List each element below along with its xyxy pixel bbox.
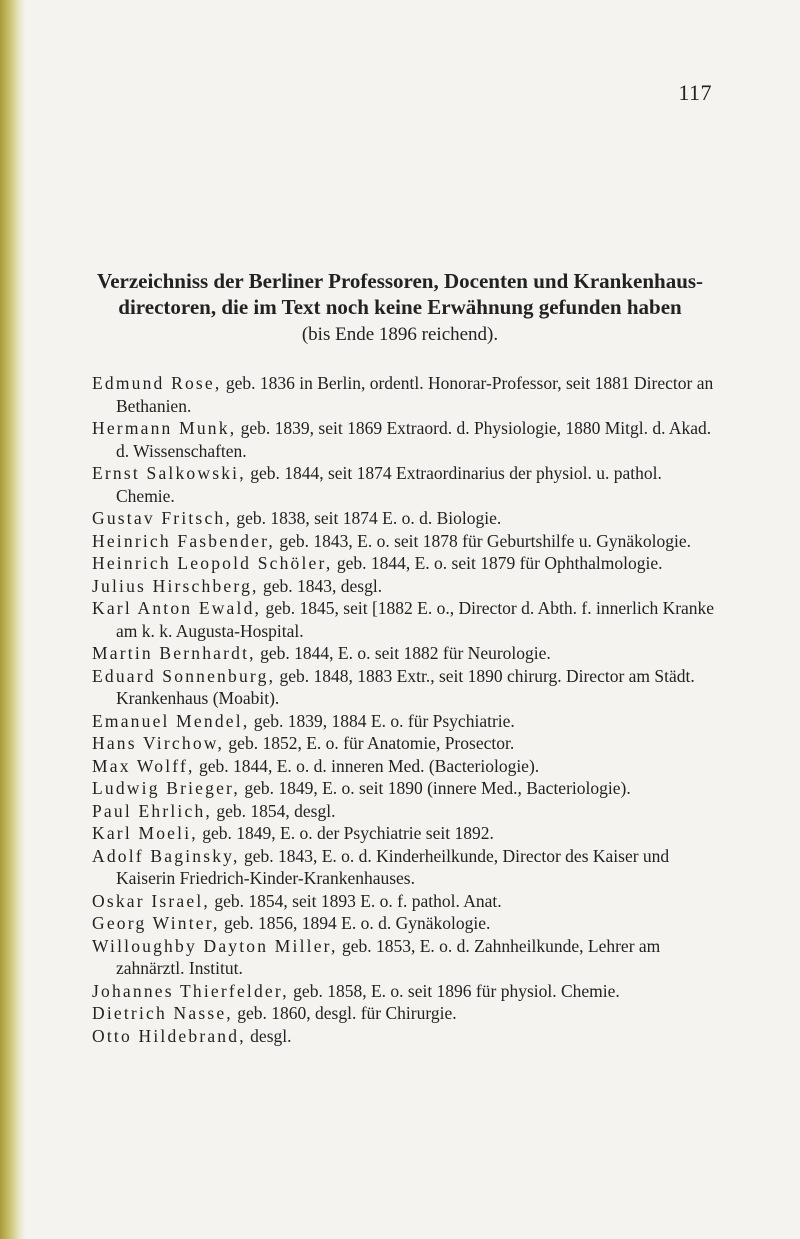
person-name: Heinrich Leopold Schöler, bbox=[92, 553, 333, 573]
person-details: geb. 1849, E. o. der Psychiatrie seit 1892. bbox=[197, 823, 494, 843]
person-details: geb. 1843, E. o. seit 1878 für Geburtshilfe u. Gynäkologie. bbox=[275, 530, 692, 551]
list-item bbox=[92, 507, 718, 530]
list-item bbox=[92, 710, 718, 733]
person-name: Martin Bernhardt, bbox=[92, 643, 256, 663]
person-details: geb. 1844, E. o. d. inneren Med. (Bacteriologie). bbox=[194, 755, 540, 776]
person-details: geb. 1843, E. o. d. Kinderheilkunde, Director des Kaiser und Kaiserin Friedrich-Kinder-Krankenhauses. bbox=[116, 845, 670, 888]
person-name: Max Wolff, bbox=[92, 755, 195, 776]
list-item bbox=[92, 552, 718, 575]
person-name: Georg Winter, bbox=[92, 913, 220, 933]
person-details: desgl. bbox=[245, 1025, 292, 1046]
person-details: geb. 1852, E. o. für Anatomie, Prosector. bbox=[224, 733, 515, 753]
person-name: Karl Anton Ewald, bbox=[92, 598, 262, 618]
person-name: Oskar Israel, bbox=[92, 890, 211, 911]
person-details: geb. 1853, E. o. d. Zahnheilkunde, Lehrer am zahnärztl. Institut. bbox=[116, 935, 661, 978]
page-edge bbox=[0, 0, 26, 1239]
list-item bbox=[92, 642, 718, 665]
list-item bbox=[92, 845, 718, 890]
list-item bbox=[92, 372, 718, 417]
person-details: geb. 1838, seit 1874 E. o. d. Biologie. bbox=[231, 508, 502, 528]
list-item bbox=[92, 575, 718, 598]
list-item bbox=[92, 1025, 718, 1048]
person-name: Heinrich Fasbender, bbox=[92, 530, 275, 551]
list-item bbox=[92, 935, 718, 980]
person-details: geb. 1844, E. o. seit 1879 für Ophthalmologie. bbox=[332, 553, 663, 573]
heading-line-2: directoren, die im Text noch keine Erwähnung gefunden haben bbox=[118, 295, 682, 319]
list-item bbox=[92, 755, 718, 778]
list-item bbox=[92, 665, 718, 710]
person-details: geb. 1843, desgl. bbox=[258, 575, 383, 596]
list-item bbox=[92, 777, 718, 800]
page-number: 117 bbox=[678, 80, 712, 105]
person-details: geb. 1849, E. o. seit 1890 (innere Med., Bacteriologie). bbox=[239, 778, 631, 798]
list-item bbox=[92, 980, 718, 1003]
heading-date-range: (bis Ende 1896 reichend). bbox=[301, 324, 499, 345]
professor-list bbox=[92, 372, 718, 1047]
person-name: Adolf Baginsky, bbox=[92, 845, 240, 866]
list-item bbox=[92, 732, 718, 755]
person-name: Ernst Salkowski, bbox=[92, 463, 246, 483]
person-details: geb. 1839, seit 1869 Extraord. d. Physiologie, 1880 Mitgl. d. Akad. d. Wissenschaften. bbox=[116, 418, 712, 461]
person-details: geb. 1860, desgl. für Chirurgie. bbox=[232, 1003, 457, 1023]
heading-line-1: Verzeichniss der Berliner Professoren, Docenten und Krankenhaus- bbox=[96, 269, 704, 293]
person-name: Ludwig Brieger, bbox=[92, 778, 240, 798]
person-name: Hans Virchow, bbox=[92, 733, 225, 753]
person-name: Julius Hirschberg, bbox=[92, 575, 259, 596]
person-name: Willoughby Dayton Miller, bbox=[92, 935, 338, 956]
list-item bbox=[92, 800, 718, 823]
person-name: Emanuel Mendel, bbox=[92, 710, 250, 731]
list-item bbox=[92, 822, 718, 845]
person-name: Dietrich Nasse, bbox=[92, 1003, 233, 1023]
list-item bbox=[92, 890, 718, 913]
person-details: geb. 1836 in Berlin, ordentl. Honorar-Professor, seit 1881 Director an Bethanien. bbox=[116, 373, 714, 416]
person-name: Paul Ehrlich, bbox=[92, 800, 212, 821]
list-item bbox=[92, 462, 718, 507]
person-details: geb. 1844, seit 1874 Extraordinarius der physiol. u. pathol. Chemie. bbox=[116, 463, 662, 506]
person-name: Eduard Sonnenburg, bbox=[92, 665, 276, 686]
person-name: Edmund Rose, bbox=[92, 373, 222, 393]
person-details: geb. 1856, 1894 E. o. d. Gynäkologie. bbox=[219, 913, 491, 933]
person-details: geb. 1848, 1883 Extr., seit 1890 chirurg. Director am Städt. Krankenhaus (Moabit). bbox=[116, 665, 695, 708]
person-name: Otto Hildebrand, bbox=[92, 1025, 246, 1046]
person-details: geb. 1844, E. o. seit 1882 für Neurologie. bbox=[255, 643, 551, 663]
person-details: geb. 1858, E. o. seit 1896 für physiol. Chemie. bbox=[288, 980, 620, 1001]
person-details: geb. 1839, 1884 E. o. für Psychiatrie. bbox=[249, 710, 515, 731]
person-details: geb. 1854, desgl. bbox=[211, 800, 336, 821]
person-name: Gustav Fritsch, bbox=[92, 508, 232, 528]
list-item bbox=[92, 597, 718, 642]
list-item bbox=[92, 1002, 718, 1025]
person-details: geb. 1854, seit 1893 E. o. f. pathol. Anat. bbox=[210, 890, 502, 911]
person-name: Hermann Munk, bbox=[92, 418, 237, 438]
list-item bbox=[92, 417, 718, 462]
person-name: Karl Moeli, bbox=[92, 823, 198, 843]
list-item bbox=[92, 530, 718, 553]
list-item bbox=[92, 912, 718, 935]
section-heading bbox=[70, 268, 730, 348]
person-name: Johannes Thierfelder, bbox=[92, 980, 289, 1001]
person-details: geb. 1845, seit [1882 E. o., Director d. Abth. f. innerlich Kranke am k. k. Augusta-Hospital. bbox=[116, 598, 715, 641]
